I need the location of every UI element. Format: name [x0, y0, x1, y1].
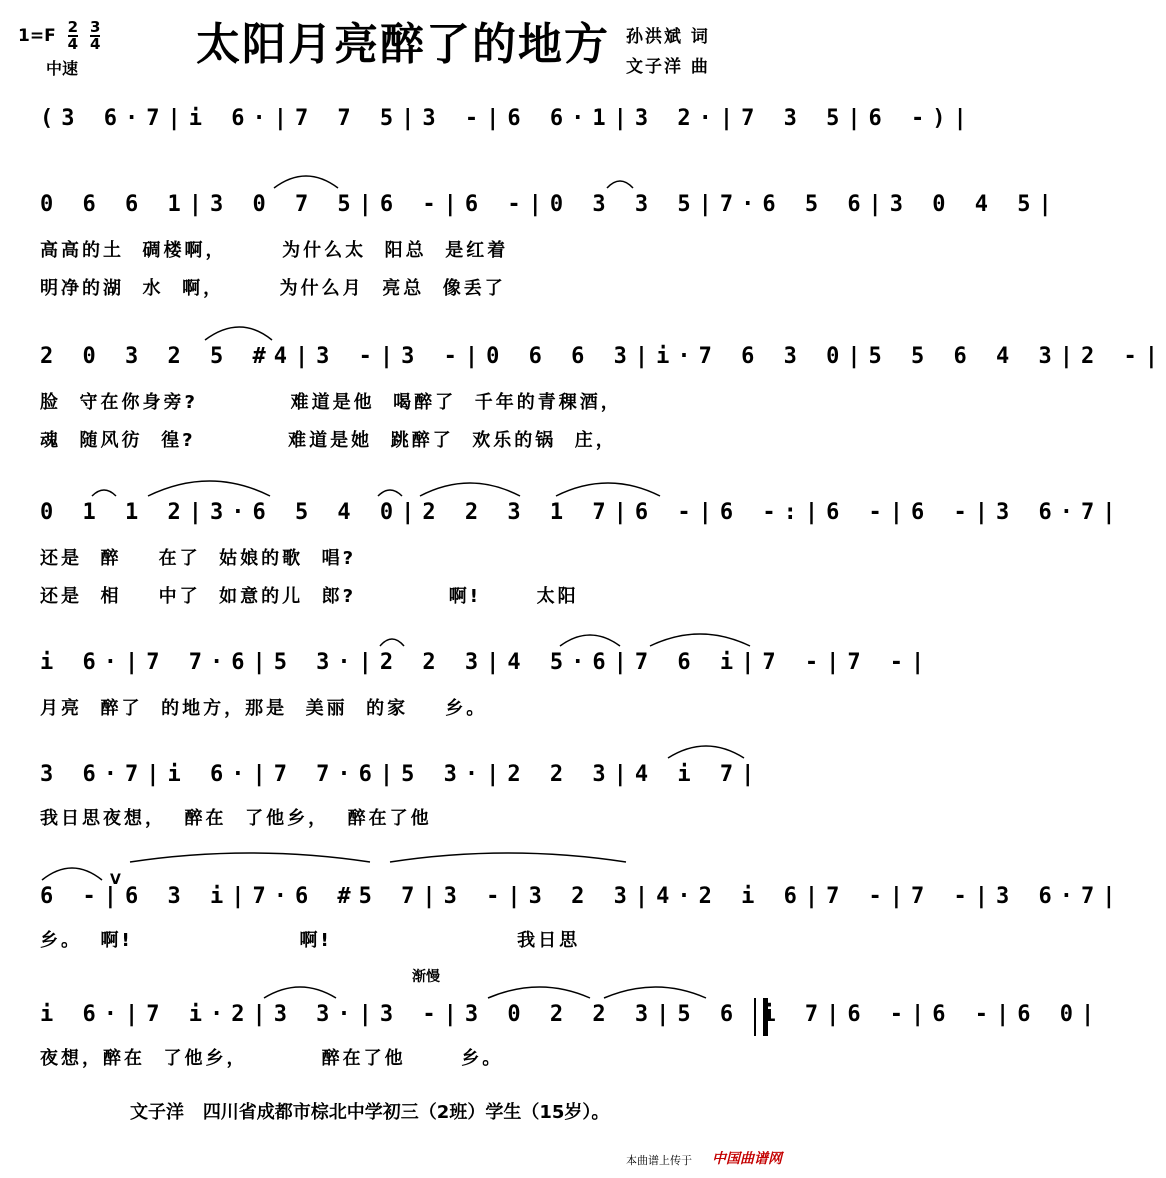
slur: [378, 490, 402, 496]
slur: [148, 481, 270, 496]
slur: [650, 634, 750, 646]
notation: 0 1 1 2|3·6 5 4 0|2 2 3 1 7|6 -|6 -:|6 -|6 -|3 6·7|: [40, 500, 1124, 525]
lyric-line: 月亮 醉了 的地方，那是 美丽 的家 乡。: [40, 698, 488, 719]
author-note: [130, 1098, 609, 1124]
slur: [130, 853, 370, 862]
notation: 6 -|6 3 i|7·6 #5 7|3 -|3 2 3|4·2 i 6|7 -|7 -|3 6·7|: [40, 884, 1124, 909]
slur: [390, 853, 626, 862]
lyric-verse-2: 魂 随风彷 徨? 难道是她 跳醉了 欢乐的锅 庄，: [40, 430, 617, 451]
slur: [604, 987, 706, 998]
lyricist-credit: 孙洪斌 词: [626, 27, 710, 47]
notation: 2 0 3 2 5 #4|3 -|3 -|0 6 6 3|i·7 6 3 0|5 5 6 4 3|2 -|: [40, 344, 1166, 369]
lyric-verse-2: 明净的湖 水 啊， 为什么月 亮总 像丢了: [40, 278, 506, 299]
slur: [264, 987, 336, 998]
tempo-marking: 中速: [46, 59, 79, 78]
slur: [668, 746, 744, 758]
slur: [556, 483, 660, 496]
key-label: 1=F: [18, 26, 56, 46]
notation: i 6·|7 i·2|3 3·|3 -|3 0 2 2 3|5 6 i 7|6 -|6 -|6 0|: [40, 1002, 1103, 1027]
notation: 3 6·7|i 6·|7 7·6|5 3·|2 2 3|4 i 7|: [40, 762, 763, 787]
composer-credit: 文子洋 曲: [626, 57, 710, 77]
slur: [488, 987, 590, 998]
slur: [380, 639, 404, 646]
slur: [92, 490, 116, 496]
site-logo: 中国曲谱网: [712, 1151, 782, 1167]
notation: 0 6 6 1|3 0 7 5|6 -|6 -|0 3 3 5|7·6 5 6|3 0 4 5|: [40, 192, 1060, 217]
lyric-verse-1: 高高的土 碉楼啊， 为什么太 阳总 是红着: [40, 240, 509, 261]
ritardando-mark: 渐慢: [412, 969, 440, 985]
slur: [420, 483, 520, 496]
lyric-line: 乡。 啊! 啊! 我日思: [40, 930, 581, 951]
breath-mark: V: [110, 872, 121, 888]
song-title: 太阳月亮醉了的地方: [196, 19, 610, 70]
notation: (3 6·7|i 6·|7 7 5|3 -|6 6·1|3 2·|7 3 5|6 -)|: [40, 106, 975, 131]
lyric-line: 我日思夜想， 醉在 了他乡， 醉在了他: [40, 808, 432, 829]
lyric-verse-1: 脸 守在你身旁? 难道是他 喝醉了 千年的青稞酒，: [40, 392, 622, 413]
slur: [607, 181, 633, 188]
slur: [560, 635, 620, 646]
slur: [274, 176, 338, 188]
notation: i 6·|7 7·6|5 3·|2 2 3|4 5·6|7 6 i|7 -|7 -|: [40, 650, 933, 675]
time-signature-2: $\frac{3}{4}$: [89, 18, 101, 53]
author-bio: 四川省成都市棕北中学初三（2班）学生（15岁）。: [202, 1102, 610, 1123]
time-signature-1: $\frac{2}{4}$: [67, 18, 79, 53]
upload-caption: 本曲谱上传于: [626, 1154, 692, 1167]
lyric-verse-1: 还是 醉 在了 姑娘的歌 唱?: [40, 548, 357, 569]
lyric-line: 夜想，醉在 了他乡， 醉在了他 乡。: [40, 1048, 504, 1069]
slur: [42, 868, 102, 880]
lyric-verse-2: 还是 相 中了 如意的儿 郎? 啊! 太阳: [40, 586, 579, 607]
slur: [205, 327, 272, 340]
author-name: 文子洋: [130, 1102, 184, 1123]
